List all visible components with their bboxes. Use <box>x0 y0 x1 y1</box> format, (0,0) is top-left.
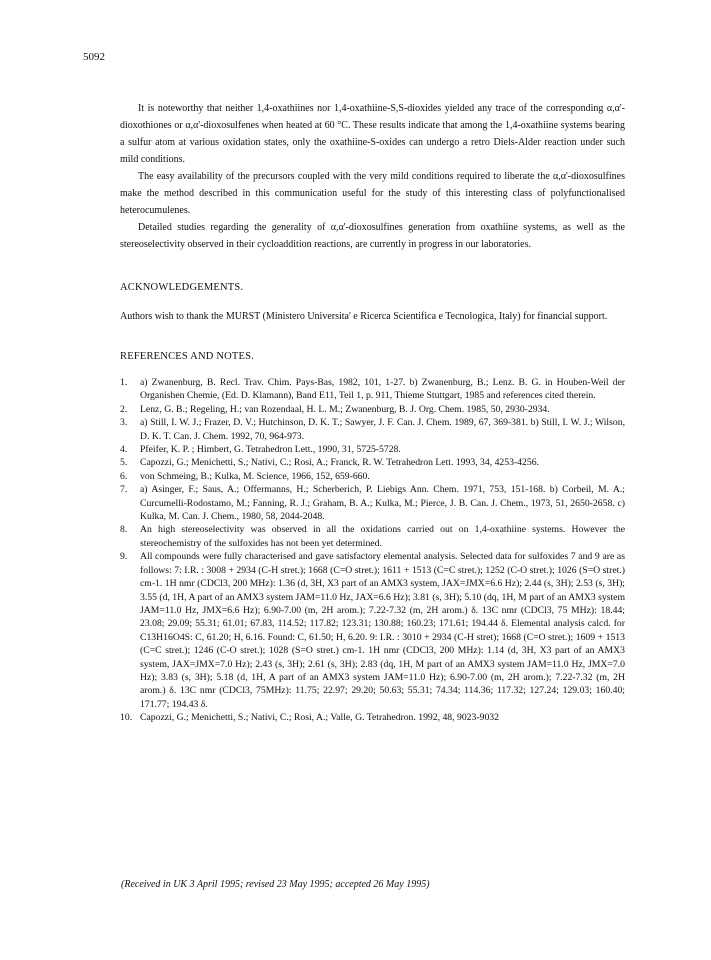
reference-item <box>120 403 625 416</box>
reference-text: An high stereoselectivity was observed in all the oxidations carried out on 1,4-oxathiine systems. However the stereochemistry of the sulfoxides has not been yet determined. <box>140 524 625 549</box>
reference-number: 10. <box>120 712 133 724</box>
reference-number: 2. <box>120 403 128 415</box>
body-text <box>120 100 625 253</box>
acknowledgements-heading: ACKNOWLEDGEMENTS. <box>120 282 244 293</box>
reference-number: 5. <box>120 457 128 469</box>
reference-number: 3. <box>120 417 128 429</box>
reference-number: 1. <box>120 377 128 388</box>
reference-text: Pfeifer, K. P. ; Himbert, G. Tetrahedron Lett., 1990, 31, 5725-5728. <box>140 444 401 456</box>
reference-item <box>120 711 625 724</box>
reference-number: 6. <box>120 470 128 482</box>
reference-text: All compounds were fully characterised and gave satisfactory elemental analysis. Selected data for sulfoxides 7 and 9 are as follows: 7: I.R. : 3008 + 2934 (C-H stret.); 1668 (C=O stret.); 1611 + 1513 (C=C stret.); 1252 (C-O stret.); 1026 (S=O stret.) cm-1. 1H nmr (CDCl3, 200 MHz): 1.36 (d, 3H, X3 part of an AMX3 system, JAX=JMX=6.6 Hz); 2.44 (s, 3H); 2.53 (s, 3H); 3.55 (d, 1H, A part of an AMX3 system JAM=11.0 Hz, JAX=6.6 Hz); 3.81 (s, 3H); 5.10 (dq, 1H, M part of an AMX3 system JAM=11.0 Hz, JMX=6.6 Hz); 6.90-7.00 (m, 2H arom.); 7.22-7.32 (m, 2H arom.) δ. 13C nmr (CDCl3, 75 MHz): 18.44; 23.08; 29.09; 55.31; 61.01; 67.83, 114.52; 117.82; 123.31; 130.88; 160.23; 171.61; 194.44 δ. Elemental analysis calcd. for C13H16O4S: C, 61.20; H, 6.16. Found: C, 61.50; H, 6.20. 9: I.R. : 3010 + 2934 (C-H stret); 1668 (C=O stret.); 1609 + 1513 (C=C stret.); 1246 (C-O stret.); 1028 (S=O stret.) cm-1. 1H nmr (CDCl3, 200 MHz): 1.14 (d, 3H, X3 part of an AMX3 system, JAX=JMX=7.0 Hz); 2.43 (s, 3H); 2.61 (s, 3H); 2.83 (dq, 1H, M part of an AMX3 system JAM=11.0 Hz, JMX=7.0 Hz); 3.83 (s, 3H); 5.18 (d, 1H, A part of an AMX3 system JAM=11.0 Hz); 6.90-7.00 (m, 2H arom.); 7.22-7.32 (m, 2H arom.) δ. 13C nmr (CDCl3, 75MHz): 11.75; 22.97; 29.20; 50.63; 55.31; 74.34; 114.36; 117.32; 127.24; 129.03; 160.40; 171.77; 194.43 δ. <box>140 551 625 710</box>
acknowledgements-text: Authors wish to thank the MURST (Ministero Universita' e Ricerca Scientifica e Tecnologica, Italy) for financial support. <box>120 311 608 322</box>
reference-item <box>120 470 625 483</box>
reference-text: Capozzi, G.; Menichetti, S.; Nativi, C.; Rosi, A.; Valle, G. Tetrahedron. 1992, 48, 9023-9032 <box>140 712 499 724</box>
paragraph-2: The easy availability of the precursors coupled with the very mild conditions required to liberate the α,α'-dioxosulfines make the method described in this communication useful for the study of this interesting class of polyfunctionalised heterocumulenes. <box>120 171 625 216</box>
paragraph-3: Detailed studies regarding the generality of α,α'-dioxosulfines generation from oxathiine systems, as well as the stereoselectivity observed in their cycloaddition reactions, are currently in progress in our laboratories. <box>120 222 625 250</box>
reference-text: Capozzi, G.; Menichetti, S.; Nativi, C.; Rosi, A.; Franck, R. W. Tetrahedron Lett. 1993, 34, 4253-4256. <box>140 457 539 469</box>
reference-item <box>120 523 625 550</box>
reference-text: a) Asinger, F.; Saus, A.; Offermanns, H.; Scherberich, P. Liebigs Ann. Chem. 1971, 753, 151-168. b) Corbeil, M. A.; Curcumelli-Rodostamo, M.; Fanning, R. J.; Graham, B. A.; Kulka, M.; Pierce, J. B. Can. J. Chem., 1973, 51, 2650-2658. c) Kulka, M. Can. J. Chem., 1980, 58, 2044-2048. <box>140 484 625 523</box>
references-heading: REFERENCES AND NOTES. <box>120 351 255 362</box>
reference-item <box>120 416 625 443</box>
reference-text: Lenz, G. B.; Regeling, H.; van Rozendaal, H. L. M.; Zwanenburg, B. J. Org. Chem. 1985, 50, 2930-2934. <box>140 403 550 415</box>
reference-item <box>120 483 625 523</box>
received-dates: (Received in UK 3 April 1995; revised 23 May 1995; accepted 26 May 1995) <box>121 879 430 890</box>
reference-text: von Schmeing, B.; Kulka, M. Science, 1966, 152, 659-660. <box>140 470 370 482</box>
reference-item <box>120 550 625 711</box>
reference-item <box>120 443 625 456</box>
reference-number: 4. <box>120 444 128 456</box>
reference-text: a) Zwanenburg, B. Recl. Trav. Chim. Pays-Bas, 1982, 101, 1-27. b) Zwanenburg, B.; Lenz. B. G. in Houben-Weil der Organishen Chemie, (Ed. D. Klamann), Band E11, Teil 1, p. 911, Thieme Stuttgart, 1985 and references cited therein. <box>140 377 625 402</box>
page-number: 5092 <box>83 51 105 63</box>
reference-number: 8. <box>120 524 128 536</box>
reference-number: 9. <box>120 551 128 563</box>
reference-number: 7. <box>120 484 128 496</box>
reference-item <box>120 376 625 403</box>
reference-item <box>120 456 625 469</box>
references-list <box>120 376 625 725</box>
paragraph-1: It is noteworthy that neither 1,4-oxathiines nor 1,4-oxathiine-S,S-dioxides yielded any trace of the corresponding α,α'-dioxothiones or α,α'-dioxosulfenes when heated at 60 °C. These results indicate that among the 1,4-oxathiine systems bearing a sulfur atom at various oxidation states, only the oxathiine-S-oxides can undergo a retro Diels-Alder reaction under such mild conditions. <box>120 103 625 165</box>
reference-text: a) Still, I. W. J.; Frazer, D. V.; Hutchinson, D. K. T.; Sawyer, J. F. Can. J. Chem. 1989, 67, 369-381. b) Still, I. W. J.; Wilson, D. K. T. Can. J. Chem. 1992, 70, 964-973. <box>140 417 625 442</box>
